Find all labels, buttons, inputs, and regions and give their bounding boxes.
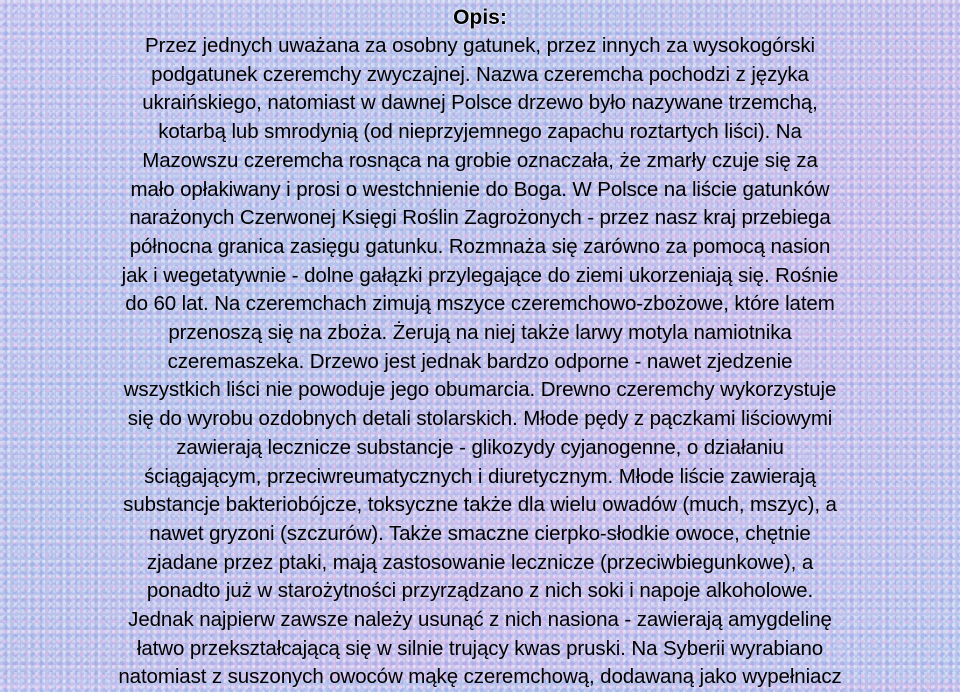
description-block [50,4,910,692]
description-line: zjadane przez ptaki, mają zastosowanie lecznicze (przeciwbiegunkowe), a [146,550,814,574]
description-line: narażonych Czerwonej Księgi Roślin Zagrożonych - przez nasz kraj przebiega [129,206,831,230]
description-line: natomiast z suszonych owoców mąkę czeremchową, dodawaną jako wypełniacz [118,665,842,689]
description-line: łatwo przekształcającą się w silnie trujący kwas pruski. Na Syberii wyrabiano [136,636,824,660]
description-line: Przez jednych uważana za osobny gatunek, przez innych za wysokogórski [145,34,815,57]
description-line: substancje bakteriobójcze, toksyczne także dla wielu owadów (much, mszyc), a [123,493,837,517]
description-heading: Opis: [453,6,507,29]
description-line: wszystkich liści nie powoduje jego obumarcia. Drewno czeremchy wykorzystuje [123,378,837,402]
description-body [50,32,910,692]
description-line: zawierają lecznicze substancje - glikozydy cyjanogenne, o działaniu [176,435,784,459]
description-line: Mazowszu czeremcha rosnąca na grobie oznaczała, że zmarły czuje się za [142,148,818,172]
description-line: podgatunek czeremchy zwyczajnej. Nazwa czeremcha pochodzi z języka [151,62,809,86]
description-line: północna granica zasięgu gatunku. Rozmnaża się zarówno za pomocą nasion [129,234,831,258]
description-line: ściągającym, przeciwreumatycznych i diuretycznym. Młode liście zawierają [144,464,816,488]
description-line: ponadto już w starożytności przyrządzano z nich soki i napoje alkoholowe. [146,579,814,603]
description-line: kotarbą lub smrodynią (od nieprzyjemnego zapachu roztartych liści). Na [158,120,802,144]
description-line: się do wyrobu ozdobnych detali stolarskich. Młode pędy z pączkami liściowymi [127,407,833,431]
description-line: nawet gryzoni (szczurów). Także smaczne cierpko-słodkie owoce, chętnie [149,521,811,545]
description-line: mało opłakiwany i prosi o westchnienie do Boga. W Polsce na liście gatunków [130,177,830,201]
description-line: Jednak najpierw zawsze należy usunąć z nich nasiona - zawierają amygdelinę [128,608,832,632]
description-line: przenoszą się na zboża. Żerują na niej także larwy motyla namiotnika [168,321,792,345]
description-line: jak i wegetatywnie - dolne gałązki przylegające do ziemi ukorzeniają się. Rośnie [121,263,839,287]
description-line: ukraińskiego, natomiast w dawnej Polsce drzewo było nazywane trzemchą, [142,91,818,115]
description-line: do 60 lat. Na czeremchach zimują mszyce czeremchowo-zbożowe, które latem [125,292,835,316]
description-line: czeremaszeka. Drzewo jest jednak bardzo odporne - nawet zjedzenie [167,349,793,373]
